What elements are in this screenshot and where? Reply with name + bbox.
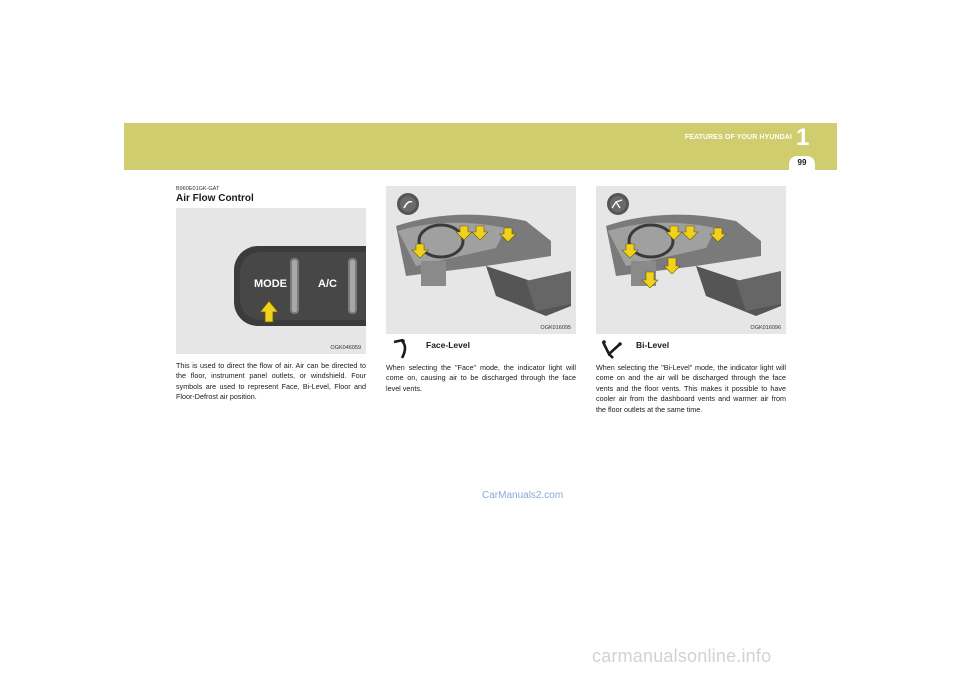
watermark-link[interactable]: CarManuals2.com xyxy=(482,490,564,501)
section-code: B960E01GK-GAT xyxy=(176,186,220,192)
dashboard-airflow-photo xyxy=(596,186,786,334)
section-title: Air Flow Control xyxy=(176,193,254,204)
section-name: FEATURES OF YOUR HYUNDAI xyxy=(684,134,792,141)
image-code: OGK046059 xyxy=(330,345,361,351)
mode-title: Face-Level xyxy=(426,340,470,350)
ac-button-label: A/C xyxy=(318,278,337,290)
page-number: 99 xyxy=(797,158,807,167)
face-level-icon xyxy=(390,338,414,360)
body-text: When selecting the "Face" mode, the indicator light will come on, causing air to be discharged through the face level vents. xyxy=(386,363,576,393)
mode-title: Bi-Level xyxy=(636,340,670,350)
dashboard-illustration xyxy=(596,186,786,334)
image-code: OGK016096 xyxy=(750,325,781,331)
dashboard-airflow-photo xyxy=(386,186,576,334)
mode-heading-row xyxy=(596,337,786,359)
bi-level-icon xyxy=(600,338,624,360)
footer-watermark: carmanualsonline.info xyxy=(592,646,772,666)
image-code: OGK016095 xyxy=(540,325,571,331)
column-face-level xyxy=(386,186,576,394)
dashboard-illustration xyxy=(386,186,576,334)
body-text: This is used to direct the flow of air. Air can be directed to the floor, instrument panel outlets, or windshield. Four symbols are used to represent Face, Bi-Level, Floor and Floor-Defrost air position. xyxy=(176,361,366,402)
header-band xyxy=(124,123,837,170)
mode-heading-row xyxy=(386,337,576,359)
mode-button-label: MODE xyxy=(254,278,287,290)
section-number: 1 xyxy=(796,124,810,151)
body-text: When selecting the "Bi-Level" mode, the indicator light will come on and the air will be discharged through the face vents and the floor vents. This makes it possible to have cooler air from the dashboard vents and warmer air from the floor outlets at the same time. xyxy=(596,363,786,414)
column-bi-level xyxy=(596,186,786,415)
control-panel-photo xyxy=(176,208,366,354)
column-air-flow-control xyxy=(176,186,366,403)
